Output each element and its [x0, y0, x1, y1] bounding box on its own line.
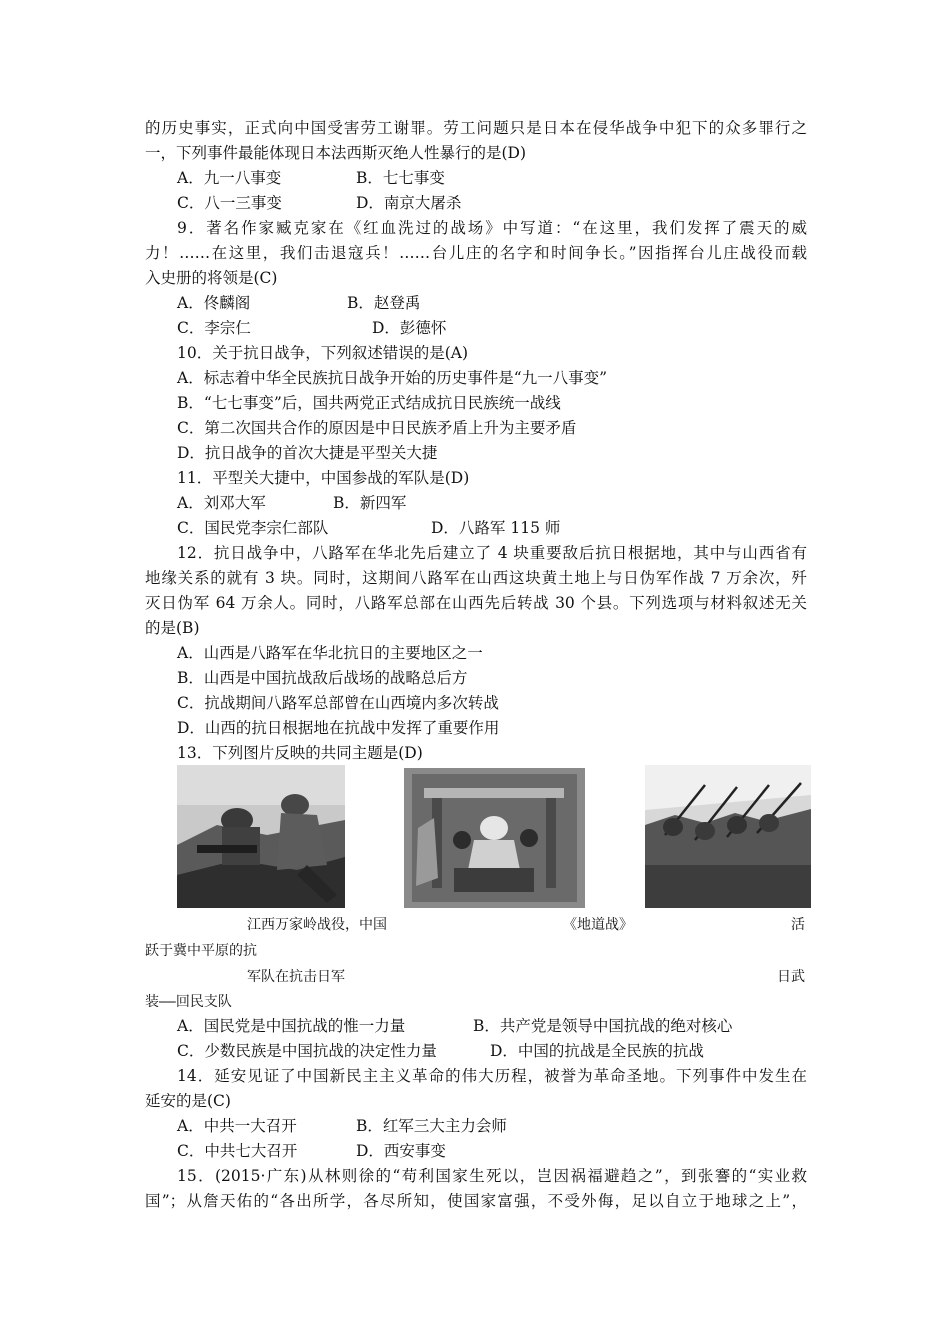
caption-photo-3: 装——回民支队	[145, 994, 232, 1010]
photo-wanjialing-battle	[177, 765, 345, 908]
caption-photo-2: 《地道战》	[563, 917, 633, 933]
option-c: C．少数民族是中国抗战的决定性力量	[177, 1042, 437, 1060]
option-b: B．赵登禹	[347, 294, 421, 312]
option-d: D．八路军 115 师	[431, 519, 561, 537]
option-d: D．彭德怀	[372, 319, 447, 337]
photo-tunnel-warfare-image	[404, 768, 585, 908]
option-d: D．中国的抗战是全民族的抗战	[490, 1042, 704, 1060]
photo-hui-detachment	[645, 765, 811, 908]
caption-photo-1: 江西万家岭战役，中国	[247, 917, 387, 933]
text-line: 国”；从詹天佑的“各出所学，各尽所知，使国家富强，不受外侮，足以自立于地球之上”，	[145, 1192, 807, 1210]
caption-photo-3: 跃于冀中平原的抗	[145, 943, 257, 959]
option-b: B．“七七事变”后，国共两党正式结成抗日民族统一战线	[177, 394, 561, 412]
photo-tunnel-warfare	[404, 768, 585, 908]
option-d: D．南京大屠杀	[356, 194, 462, 212]
question-9: 9．著名作家臧克家在《红血洗过的战场》中写道：“在这里，我们发挥了震天的威	[177, 219, 807, 237]
option-d: D．西安事变	[356, 1142, 446, 1160]
text-line: 的历史事实，正式向中国受害劳工谢罪。劳工问题只是日本在侵华战争中犯下的众多罪行之	[145, 119, 807, 137]
text-line: 延安的是(C)	[145, 1092, 231, 1110]
option-a: A．刘邓大军	[177, 494, 266, 512]
question-12: 12．抗日战争中，八路军在华北先后建立了 4 块重要敌后抗日根据地，其中与山西省有	[177, 544, 807, 562]
question-14: 14．延安见证了中国新民主主义革命的伟大历程，被誉为革命圣地。下列事件中发生在	[177, 1067, 807, 1085]
option-c: C．李宗仁	[177, 319, 251, 337]
option-a: A．佟麟阁	[177, 294, 251, 312]
option-a: A．国民党是中国抗战的惟一力量	[177, 1017, 406, 1035]
caption-photo-1: 军队在抗击日军	[247, 969, 345, 985]
option-b: B．共产党是领导中国抗战的绝对核心	[473, 1017, 733, 1035]
option-c: C．抗战期间八路军总部曾在山西境内多次转战	[177, 694, 499, 712]
text-line: 地缘关系的就有 3 块。同时，这期间八路军在山西这块黄土地上与日伪军作战 7 万余次，歼	[145, 569, 807, 587]
text-line: 灭日伪军 64 万余人。同时，八路军总部在山西先后转战 30 个县。下列选项与材料叙述无关	[145, 594, 807, 612]
question-11: 11．平型关大捷中，中国参战的军队是(D)	[177, 469, 470, 487]
option-d: D．山西的抗日根据地在抗战中发挥了重要作用	[177, 719, 500, 737]
photo-wanjialing-battle-image	[177, 765, 345, 908]
option-c: C．八一三事变	[177, 194, 282, 212]
option-a: A．标志着中华全民族抗日战争开始的历史事件是“九一八事变”	[177, 369, 608, 387]
question-15: 15．(2015·广东)从林则徐的“苟利国家生死以，岂因祸福避趋之”，到张謇的“实业救	[177, 1167, 807, 1185]
photo-hui-detachment-image	[645, 765, 811, 908]
text-line: 力！……在这里，我们击退寇兵！……台儿庄的名字和时间争长。”因指挥台儿庄战役而载	[145, 244, 807, 262]
option-b: B．七七事变	[356, 169, 445, 187]
question-10: 10．关于抗日战争，下列叙述错误的是(A)	[177, 344, 469, 362]
option-d: D．抗日战争的首次大捷是平型关大捷	[177, 444, 438, 462]
question-13: 13．下列图片反映的共同主题是(D)	[177, 744, 423, 762]
text-line: 的是(B)	[145, 619, 200, 637]
caption-photo-3: 活	[791, 917, 805, 933]
option-a: A．山西是八路军在华北抗日的主要地区之一	[177, 644, 483, 662]
text-line: 入史册的将领是(C)	[145, 269, 278, 287]
option-b: B．新四军	[333, 494, 407, 512]
option-a: A．九一八事变	[177, 169, 282, 187]
option-b: B．红军三大主力会师	[356, 1117, 507, 1135]
option-b: B．山西是中国抗战敌后战场的战略总后方	[177, 669, 468, 687]
text-line: 一，下列事件最能体现日本法西斯灭绝人性暴行的是(D)	[145, 144, 527, 162]
option-c: C．第二次国共合作的原因是中日民族矛盾上升为主要矛盾	[177, 419, 577, 437]
option-a: A．中共一大召开	[177, 1117, 297, 1135]
caption-photo-3: 日武	[777, 969, 805, 985]
option-c: C．国民党李宗仁部队	[177, 519, 329, 537]
option-c: C．中共七大召开	[177, 1142, 298, 1160]
